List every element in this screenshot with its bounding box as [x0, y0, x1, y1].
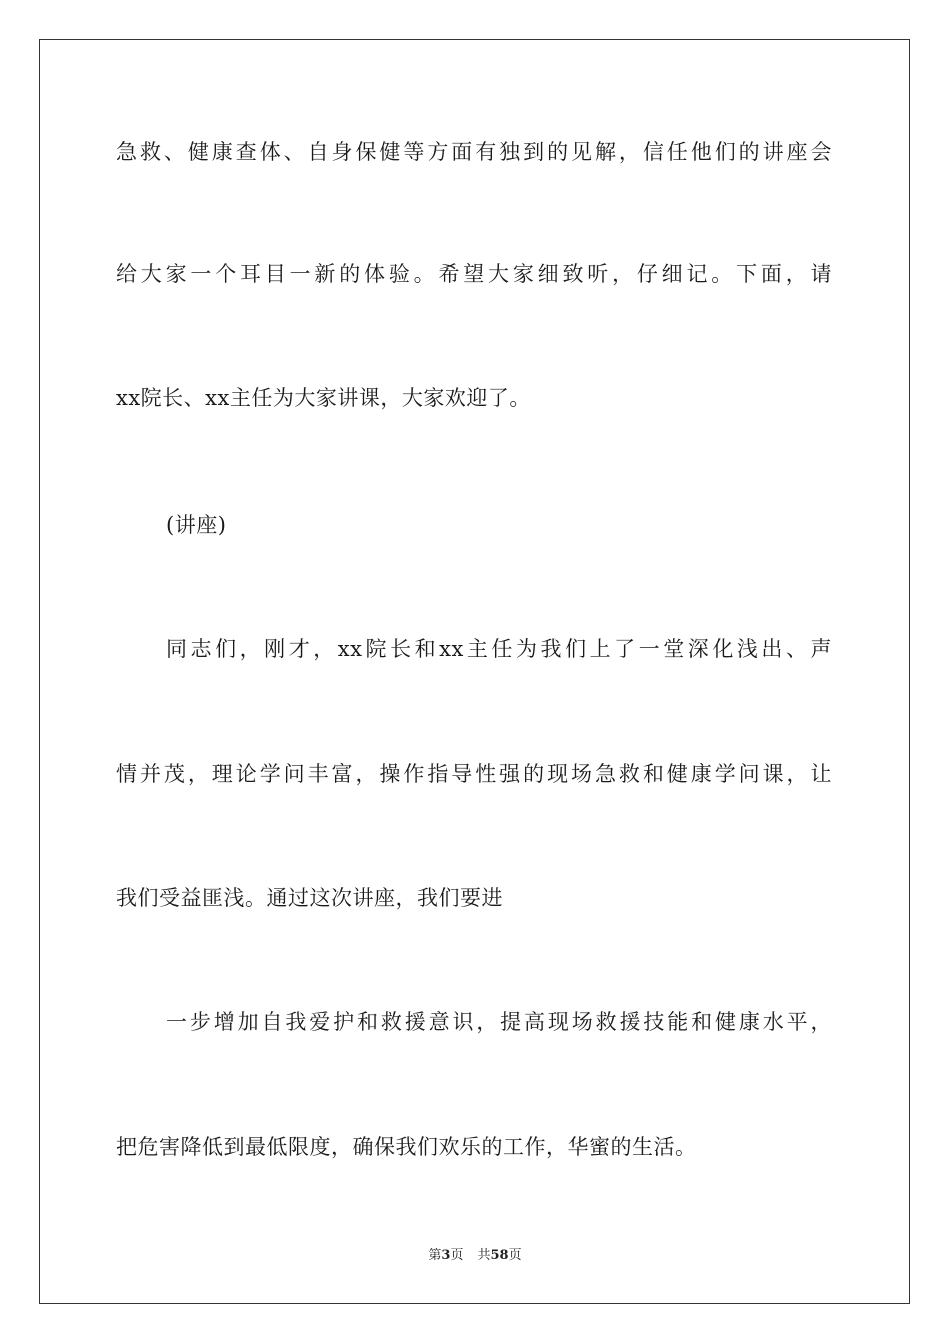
total-suffix: 页	[508, 1248, 522, 1263]
body-line-3: xx院长、xx主任为大家讲课，大家欢迎了。	[116, 386, 531, 410]
body-line-9: 把危害降低到最低限度，确保我们欢乐的工作，华蜜的生活。	[116, 1135, 697, 1159]
body-line-7: 我们受益匪浅。通过这次讲座，我们要进	[116, 886, 503, 910]
page-number: 3	[441, 1248, 451, 1263]
body-line-5: 同志们，刚才，xx院长和xx主任为我们上了一堂深化浅出、声	[166, 637, 832, 661]
body-line-6: 情并茂，理论学问丰富，操作指导性强的现场急救和健康学问课，让	[116, 762, 832, 786]
body-line-1: 急救、健康查体、自身保健等方面有独到的见解，信任他们的讲座会	[116, 140, 832, 164]
page-suffix: 页	[450, 1248, 464, 1263]
total-prefix: 共	[477, 1248, 491, 1263]
body-line-2: 给大家一个耳目一新的体验。希望大家细致听，仔细记。下面，请	[116, 262, 832, 286]
page-footer	[0, 1247, 950, 1265]
lecture-note: (讲座)	[166, 513, 227, 537]
page-border	[39, 39, 910, 1304]
total-pages: 58	[490, 1248, 509, 1263]
page-prefix: 第	[428, 1248, 442, 1263]
body-line-8: 一步增加自我爱护和救援意识，提高现场救援技能和健康水平，	[166, 1010, 832, 1034]
